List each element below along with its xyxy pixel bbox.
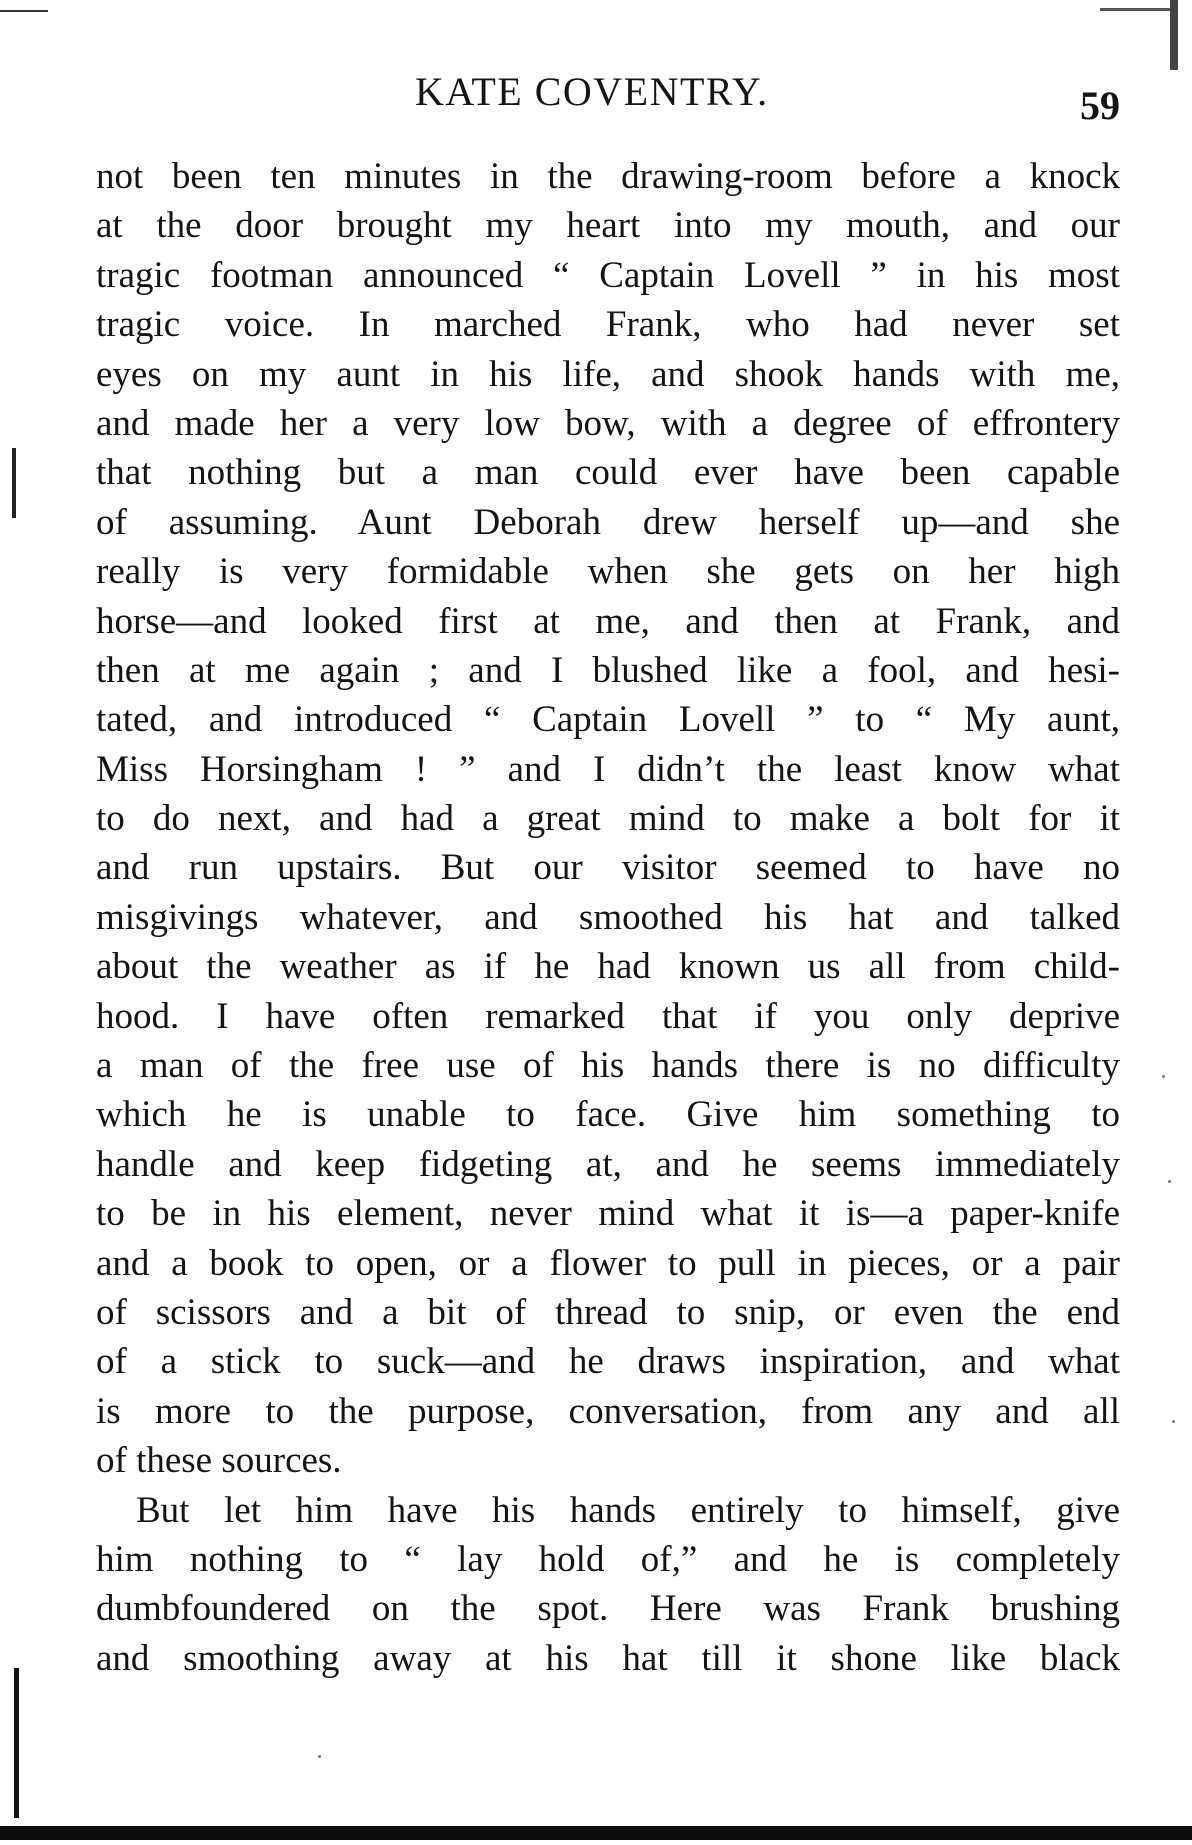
text-line: to do next, and had a great mind to make a bolt for it bbox=[96, 798, 1120, 840]
paragraph-end-line: of these sources. bbox=[96, 1440, 342, 1482]
text-line: and a book to open, or a flower to pull in pieces, or a pair bbox=[96, 1242, 1120, 1284]
scan-speck bbox=[1172, 1420, 1175, 1423]
text-line: of assuming. Aunt Deborah drew herself up—and she bbox=[96, 501, 1120, 543]
scan-speck bbox=[1168, 1180, 1171, 1183]
body-text bbox=[96, 152, 1120, 1683]
text-line: about the weather as if he had known us all from child- bbox=[96, 946, 1120, 988]
text-line: dumbfoundered on the spot. Here was Frank brushing bbox=[96, 1588, 1120, 1630]
text-line: Miss Horsingham ! ” and I didn’t the least know what bbox=[96, 748, 1120, 790]
text-line: really is very formidable when she gets on her high bbox=[96, 551, 1120, 593]
scan-speck bbox=[318, 1755, 321, 1758]
scan-edge-mark bbox=[1100, 8, 1172, 11]
text-line: hood. I have often remarked that if you only deprive bbox=[96, 995, 1120, 1037]
running-title: KATE COVENTRY. bbox=[415, 69, 769, 114]
text-line: a man of the free use of his hands there is no difficulty bbox=[96, 1045, 1120, 1087]
text-line: then at me again ; and I blushed like a fool, and hesi- bbox=[96, 649, 1120, 691]
text-line: which he is unable to face. Give him something to bbox=[96, 1094, 1120, 1136]
text-line: misgivings whatever, and smoothed his hat and talked bbox=[96, 896, 1120, 938]
scan-edge-mark bbox=[1170, 0, 1178, 70]
scan-edge-mark bbox=[0, 10, 48, 12]
text-line: of a stick to suck—and he draws inspiration, and what bbox=[96, 1341, 1120, 1383]
scan-speck bbox=[1162, 1075, 1165, 1078]
text-line: that nothing but a man could ever have been capable bbox=[96, 452, 1120, 494]
text-line: of scissors and a bit of thread to snip, or even the end bbox=[96, 1291, 1120, 1333]
text-line: tragic footman announced “ Captain Lovell ” in his most bbox=[96, 254, 1120, 296]
page-number: 59 bbox=[1080, 83, 1120, 128]
text-line: is more to the purpose, conversation, from any and all bbox=[96, 1390, 1120, 1432]
paragraph-start-line: But let him have his hands entirely to himself, give bbox=[136, 1489, 1120, 1531]
text-line: horse—and looked first at me, and then at Frank, and bbox=[96, 600, 1120, 642]
text-line: eyes on my aunt in his life, and shook hands with me, bbox=[96, 353, 1120, 395]
text-line: and smoothing away at his hat till it shone like black bbox=[96, 1637, 1120, 1679]
text-line: tragic voice. In marched Frank, who had never set bbox=[96, 304, 1120, 346]
text-line: handle and keep fidgeting at, and he seems immediately bbox=[96, 1143, 1120, 1185]
text-line: and made her a very low bow, with a degree of effrontery bbox=[96, 402, 1120, 444]
text-line: and run upstairs. But our visitor seemed to have no bbox=[96, 847, 1120, 889]
text-line: not been ten minutes in the drawing-room before a knock bbox=[96, 156, 1120, 197]
scan-margin-mark bbox=[12, 448, 16, 518]
text-line: him nothing to “ lay hold of,” and he is completely bbox=[96, 1538, 1120, 1580]
text-line: at the door brought my heart into my mouth, and our bbox=[96, 205, 1120, 247]
bottom-scan-border bbox=[0, 1826, 1192, 1840]
scan-margin-mark bbox=[14, 1668, 19, 1818]
text-line: to be in his element, never mind what it is—a paper-knife bbox=[96, 1193, 1120, 1235]
text-line: tated, and introduced “ Captain Lovell ” to “ My aunt, bbox=[96, 699, 1120, 741]
